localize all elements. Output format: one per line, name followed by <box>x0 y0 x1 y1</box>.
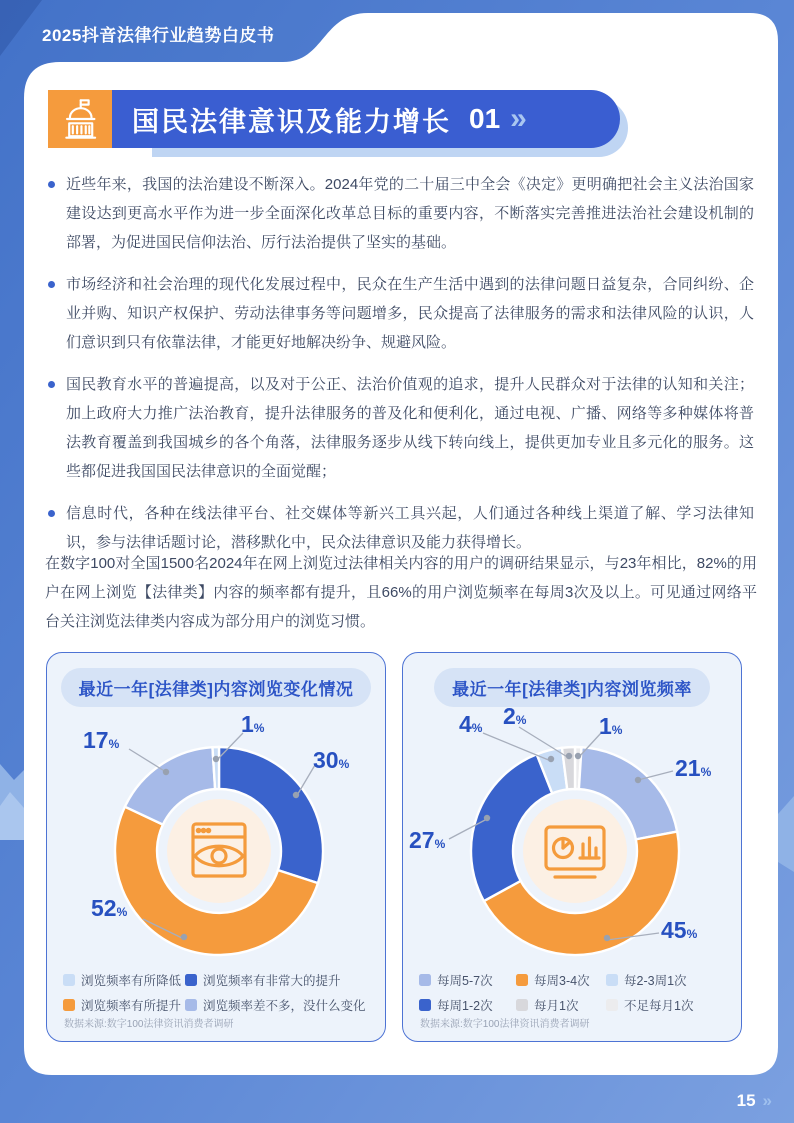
bullet-text: 国民教育水平的普遍提高，以及对于公正、法治价值观的追求，提升人民群众对于法律的认知和关注；加上政府大力推广法治教育，提升法律服务的普及化和便利化，通过电视、广播、网络等多种媒体将普法教育覆盖到我国城乡的各个角落，法律服务逐步从线下转向线上，提供更加专业且多元化的服务。这些都促进我国国民法律意识的全面觉醒； <box>66 376 754 480</box>
legend-swatch <box>606 974 618 986</box>
legend-swatch <box>516 974 528 986</box>
legend-item: 每月1次 <box>516 996 606 1014</box>
data-label: 45% <box>661 917 698 943</box>
data-label: 21% <box>675 755 712 781</box>
data-source-note: 数据来源:数字100法律资讯消费者调研 <box>420 1019 590 1030</box>
data-label: 1% <box>241 711 265 737</box>
legend-swatch <box>185 999 197 1011</box>
section-title: 国民法律意识及能力增长 <box>132 106 451 137</box>
bullet-list <box>48 170 754 570</box>
chevron-right-icon: » <box>762 1091 772 1110</box>
section-title-ribbon <box>112 90 620 148</box>
data-label: 2% <box>503 703 527 729</box>
data-label: 52% <box>91 895 128 921</box>
legend-item: 浏览频率差不多，没什么变化 <box>185 996 369 1014</box>
data-label: 1% <box>599 713 623 739</box>
list-item <box>48 370 754 486</box>
chart-cards-row <box>46 652 742 1042</box>
data-label: 17% <box>83 727 120 753</box>
legend-item: 浏览频率有非常大的提升 <box>185 971 369 989</box>
data-source-note: 数据来源:数字100法律资讯消费者调研 <box>64 1019 234 1030</box>
bullet-dot-icon <box>48 181 55 188</box>
bullet-dot-icon <box>48 281 55 288</box>
list-item <box>48 170 754 257</box>
legend-swatch <box>185 974 197 986</box>
section-title-bar <box>48 90 620 148</box>
list-item <box>48 270 754 357</box>
legend-item: 不足每月1次 <box>606 996 725 1014</box>
legend-item: 每周1-2次 <box>419 996 516 1014</box>
bullet-text: 近些年来，我国的法治建设不断深入。2024年党的二十届三中全会《决定》更明确把社会主义法治国家建设达到更高水平作为进一步全面深化改革总目标的重要内容，不断落实完善推进法治社会建设机制的部署，为促进国民信仰法治、厉行法治提供了坚实的基础。 <box>66 176 754 251</box>
donut-chart-area <box>403 703 741 963</box>
data-label: 30% <box>313 747 350 773</box>
data-label: 4% <box>459 711 483 737</box>
chart-title: 最近一年[法律类]内容浏览变化情况 <box>61 668 372 707</box>
legend-item: 浏览频率有所提升 <box>63 996 185 1014</box>
bullet-text: 市场经济和社会治理的现代化发展过程中，民众在生产生活中遇到的法律问题日益复杂，合同纠纷、企业并购、知识产权保护、劳动法律事务等问题增多，民众提高了法律服务的需求和法律风险的认识，人们意识到只有依靠法律，才能更好地解决纷争、规避风险。 <box>66 276 754 351</box>
donut-center-circle <box>523 799 627 903</box>
legend-item: 每周5-7次 <box>419 971 516 989</box>
legend-swatch <box>516 999 528 1011</box>
section-number: 01 <box>469 103 501 134</box>
bullet-dot-icon <box>48 510 55 517</box>
legend-swatch <box>606 999 618 1011</box>
donut-chart-area <box>47 711 385 963</box>
legend-swatch <box>419 999 431 1011</box>
page-number: 15 » <box>736 1091 772 1110</box>
document-title: 2025抖音法律行业趋势白皮书 <box>42 26 275 45</box>
bullet-text: 信息时代，各种在线法律平台、社交媒体等新兴工具兴起，人们通过各种线上渠道了解、学习法律知识，参与法律话题讨论，潜移默化中，民众法律意识及能力获得增长。 <box>66 505 754 551</box>
chart-card-browsing-frequency <box>402 652 742 1042</box>
legend-swatch <box>419 974 431 986</box>
legend-item: 每周3-4次 <box>516 971 606 989</box>
legend-item: 浏览频率有所降低 <box>63 971 185 989</box>
chart-card-browsing-change <box>46 652 386 1042</box>
chart-title: 最近一年[法律类]内容浏览频率 <box>434 668 710 707</box>
chart-legend <box>419 971 725 1014</box>
government-building-icon <box>48 90 112 148</box>
bullet-dot-icon <box>48 381 55 388</box>
donut-center-circle <box>167 799 271 903</box>
legend-swatch <box>63 999 75 1011</box>
legend-item: 每2-3周1次 <box>606 971 725 989</box>
legend-swatch <box>63 974 75 986</box>
chevron-right-icon: » <box>510 102 527 135</box>
data-label: 27% <box>409 827 446 853</box>
survey-summary-paragraph: 在数字100对全国1500名2024年在网上浏览过法律相关内容的用户的调研结果显示，与23年相比，82%的用户在网上浏览【法律类】内容的频率都有提升，且66%的用户浏览频率在每周3次及以上。可见通过网络平台关注浏览法律类内容成为部分用户的浏览习惯。 <box>45 555 757 630</box>
chart-legend <box>63 971 369 1014</box>
